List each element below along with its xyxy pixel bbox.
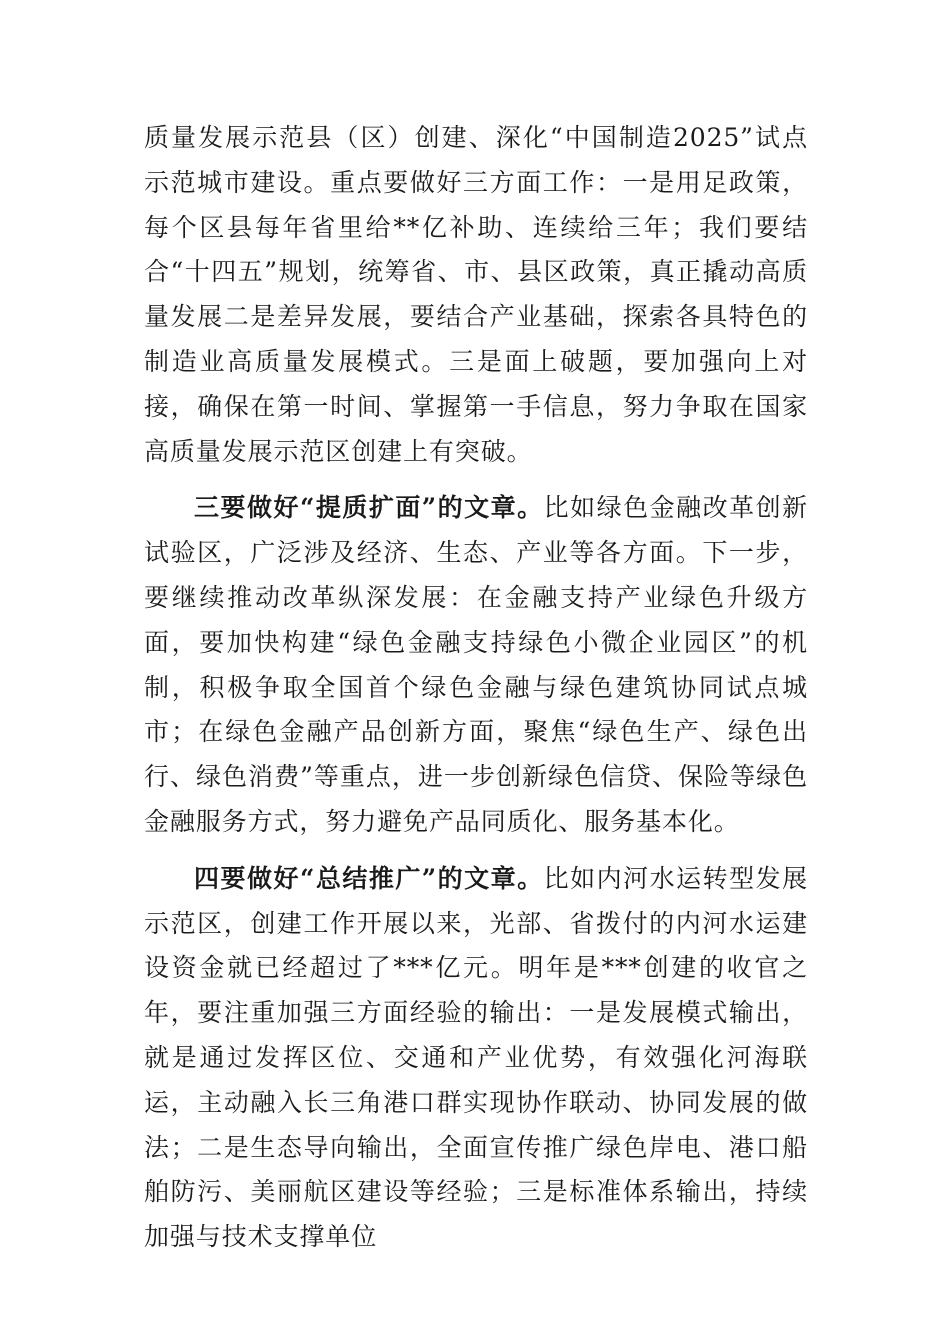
paragraph-2-text: 比如绿色金融改革创新试验区，广泛涉及经济、生态、产业等各方面。下一步，要继续推动改革纵深发展：在金融支持产业绿色升级方面，要加快构建“绿色金融支持绿色小微企业园区”的机制，积极争取全国首个绿色金融与绿色建筑协同试点城市；在绿色金融产品创新方面，聚焦“绿色生产、绿色出行、绿色消费”等重点，进一步创新绿色信贷、保险等绿色金融服务方式，努力避免产品同质化、服务基本化。 bbox=[144, 493, 808, 836]
paragraph-1-text: 质量发展示范县（区）创建、深化“中国制造2025”试点示范城市建设。重点要做好三方面工作：一是用足政策，每个区县每年省里给**亿补助、连续给三年；我们要结合“十四五”规划，统筹省、市、县区政策，真正撬动高质量发展二是差异发展，要结合产业基础，探索各具特色的制造业高质量发展模式。三是面上破题，要加强向上对接，确保在第一时间、掌握第一手信息，努力争取在国家高质量发展示范区创建上有突破。 bbox=[144, 123, 808, 466]
paragraph-2 bbox=[144, 486, 808, 844]
paragraph-2-lead: 三要做好“提质扩面”的文章。 bbox=[194, 493, 544, 523]
paragraph-3 bbox=[144, 857, 808, 1260]
document-body bbox=[144, 116, 808, 1272]
paragraph-1 bbox=[144, 116, 808, 474]
paragraph-3-text: 比如内河水运转型发展示范区，创建工作开展以来，光部、省拨付的内河水运建设资金就已经超过了***亿元。明年是***创建的收官之年，要注重加强三方面经验的输出：一是发展模式输出，就是通过发挥区位、交通和产业优势，有效强化河海联运，主动融入长三角港口群实现协作联动、协同发展的做法；二是生态导向输出，全面宣传推广绿色岸电、港口船舶防污、美丽航区建设等经验；三是标准体系输出，持续加强与技术支撑单位 bbox=[144, 863, 808, 1252]
paragraph-3-lead: 四要做好“总结推广”的文章。 bbox=[194, 863, 544, 893]
